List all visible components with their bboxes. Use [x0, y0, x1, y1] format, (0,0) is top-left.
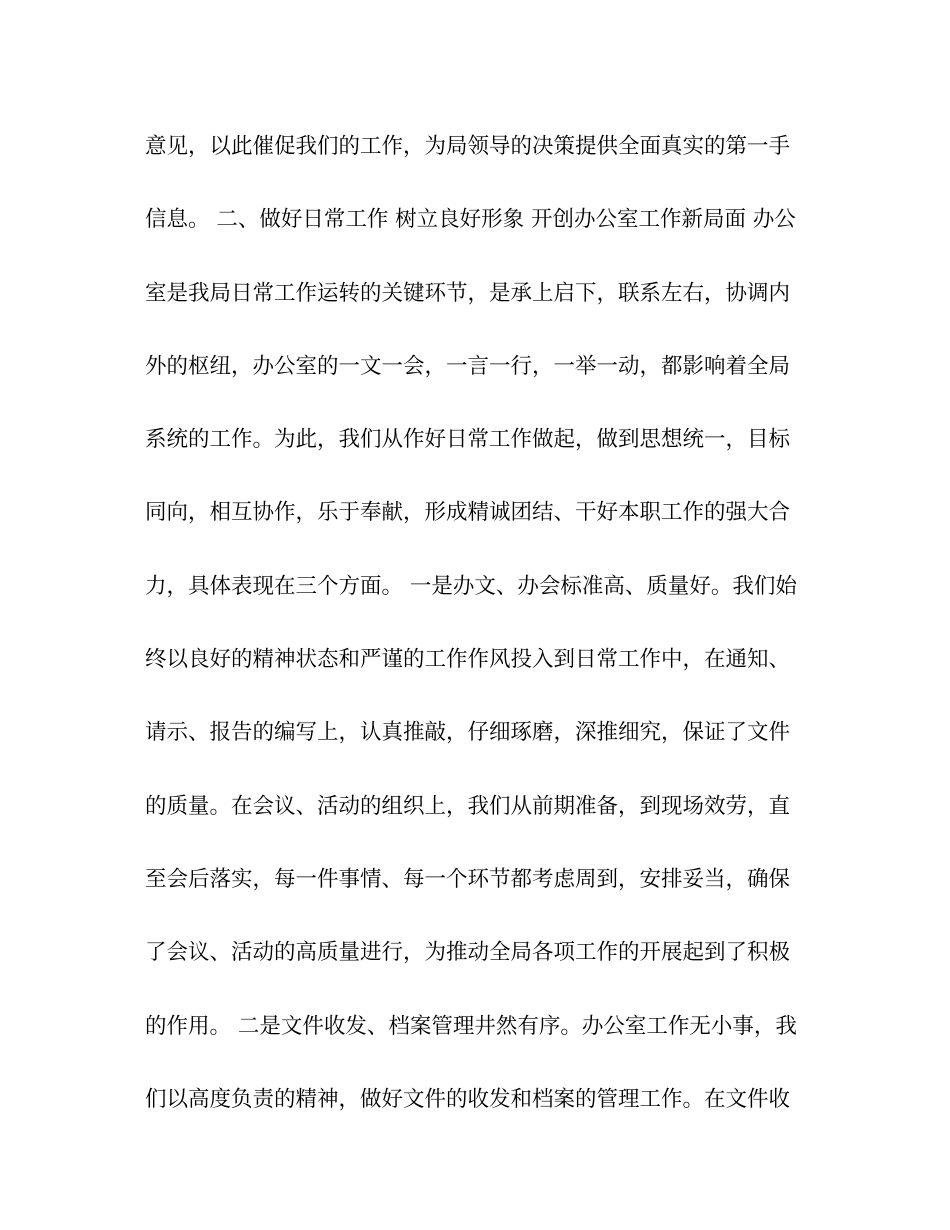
body-text: [145, 118, 815, 1144]
text-line: 至会后落实，每一件事情、每一个环节都考虑周到，安排妥当，确保: [145, 866, 791, 892]
text-line: 信息。 二、做好日常工作 树立良好形象 开创办公室工作新局面 办公: [145, 207, 796, 233]
text-line: 的质量。在会议、活动的组织上，我们从前期准备，到现场效劳，直: [145, 793, 791, 819]
text-line: 系统的工作。为此，我们从作好日常工作做起，做到思想统一，目标: [145, 427, 791, 453]
text-line: 的作用。 二是文件收发、档案管理井然有序。办公室工作无小事，我: [145, 1013, 797, 1039]
text-line: 意见，以此催促我们的工作，为局领导的决策提供全面真实的第一手: [145, 134, 791, 159]
text-line: 请示、报告的编写上，认真推敲，仔细琢磨，深推细究，保证了文件: [145, 720, 791, 746]
text-line: 同向，相互协作，乐于奉献，形成精诚团结、干好本职工作的强大合: [145, 500, 791, 526]
text-line: 了会议、活动的高质量进行，为推动全局各项工作的开展起到了积极: [145, 940, 791, 966]
text-line: 们以高度负责的精神，做好文件的收发和档案的管理工作。在文件收: [145, 1086, 791, 1112]
text-line: 室是我局日常工作运转的关键环节，是承上启下，联系左右，协调内: [145, 280, 791, 306]
text-line: 外的枢纽，办公室的一文一会，一言一行，一举一动，都影响着全局: [145, 353, 791, 379]
text-line: 终以良好的精神状态和严谨的工作作风投入到日常工作中，在通知、: [145, 647, 791, 673]
text-line: 力，具体表现在三个方面。 一是办文、办会标准高、质量好。我们始: [145, 573, 797, 599]
